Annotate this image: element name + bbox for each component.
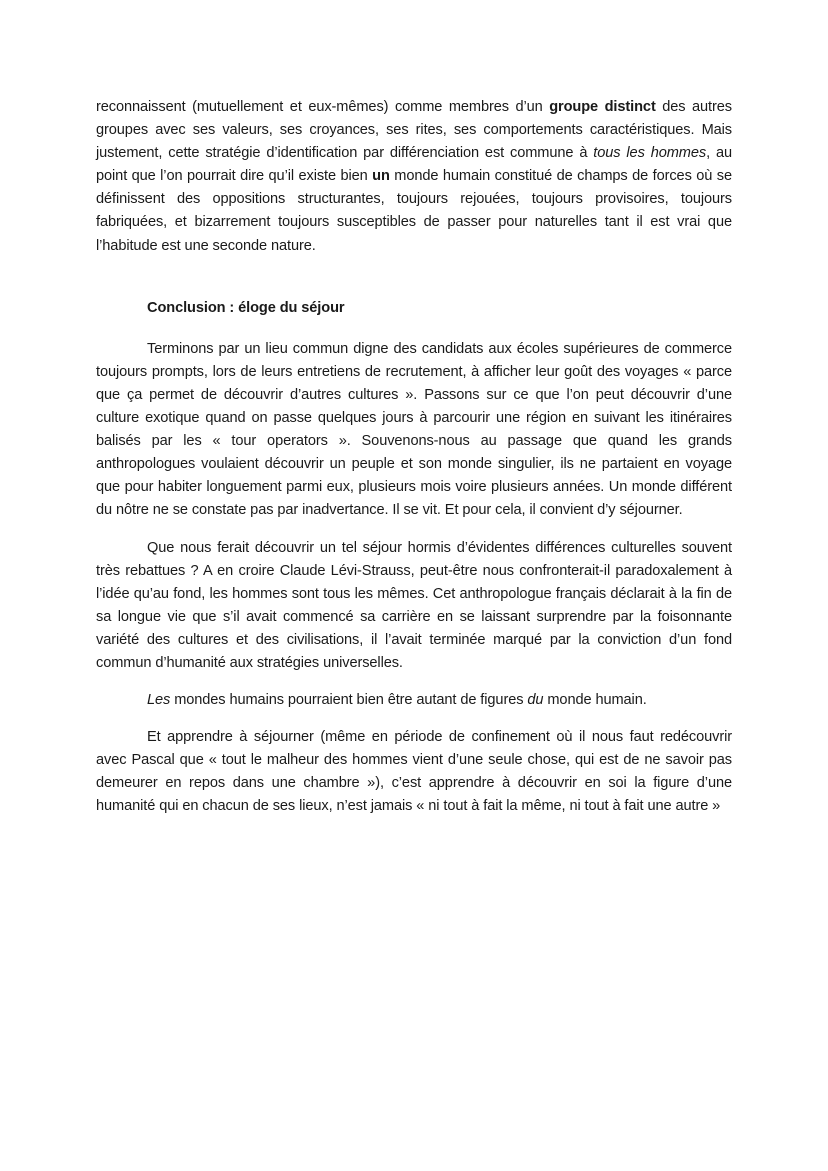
bold-run: un xyxy=(372,168,390,185)
paragraph xyxy=(96,338,732,523)
paragraph xyxy=(96,537,732,676)
paragraph xyxy=(96,689,732,712)
text-run: monde humain constitué de champs de forces où se définissent des oppositions structurantes, toujours rejouées, toujours provisoires, toujours fabriquées, et bizarrement toujours susceptibles de passer pour naturelles tant il est vrai que l’habitude est une seconde nature. xyxy=(96,168,732,254)
text-run: Terminons par un lieu commun digne des candidats aux écoles supérieures de commerce toujours prompts, lors de leurs entretiens de recrutement, à afficher leur goût des voyages « parce que ça permet de découvrir d’autres cultures ». Passons sur ce que l’on peut découvrir d’une culture exotique quand on passe quelques jours à parcourir une région en suivant les itinéraires balisés par les « tour operators ». Souvenons-nous au passage que quand les grands anthropologues voulaient découvrir un peuple et son monde singulier, ils ne partaient en voyage que pour habiter longuement parmi eux, plusieurs mois voire plusieurs années. Un monde différent du nôtre ne se constate pas par inadvertance. Il se vit. Et pour cela, il convient d’y séjourner. xyxy=(96,340,732,519)
italic-run: Les xyxy=(147,692,171,709)
paragraph xyxy=(96,96,732,258)
bold-run: groupe distinct xyxy=(549,99,656,115)
text-run: reconnaissent (mutuellement et eux-mêmes) comme membres d’un xyxy=(96,99,550,115)
text-run: Que nous ferait découvrir un tel séjour hormis d’évidentes différences culturelles souvent très rebattues ? A en croire Claude Lévi-Strauss, peut-être nous confronterait-il paradoxalement à l’idée qu’au fond, les hommes sont tous les mêmes. Cet anthropologue français déclarait à la fin de sa longue vie que s’il avait commencé sa carrière en se laissant surprendre par la foisonnante variété des cultures et des civilisations, il l’avait terminée marqué par la conviction d’un fond commun d’humanité aux stratégies universelles. xyxy=(96,539,732,671)
text-run: , au point que l’on pourrait dire qu’il existe bien xyxy=(96,145,733,185)
section-heading: Conclusion : éloge du séjour xyxy=(147,299,345,316)
text-run: des autres groupes avec ses valeurs, ses croyances, ses rites, ses comportements caractéristiques. Mais justement, cette stratégie d’identification par différenciation est commune à xyxy=(96,99,732,162)
text-run: monde humain. xyxy=(543,692,647,709)
text-run: Et apprendre à séjourner (même en période de confinement où il nous faut redécouvrir avec Pascal que « tout le malheur des hommes vient d’une seule chose, qui est de ne savoir pas demeurer en repos dans une chambre »), c’est apprendre à découvrir en soi la figure d’une humanité qui en chacun de ses lieux, n’est jamais « ni tout à fait la même, ni tout à fait une autre » xyxy=(96,729,732,815)
italic-run: du xyxy=(527,692,544,709)
document-text-column xyxy=(96,96,732,819)
italic-run: tous les hommes xyxy=(593,145,707,162)
paragraph xyxy=(96,726,732,818)
text-run: mondes humains pourraient bien être autant de figures xyxy=(170,692,528,709)
